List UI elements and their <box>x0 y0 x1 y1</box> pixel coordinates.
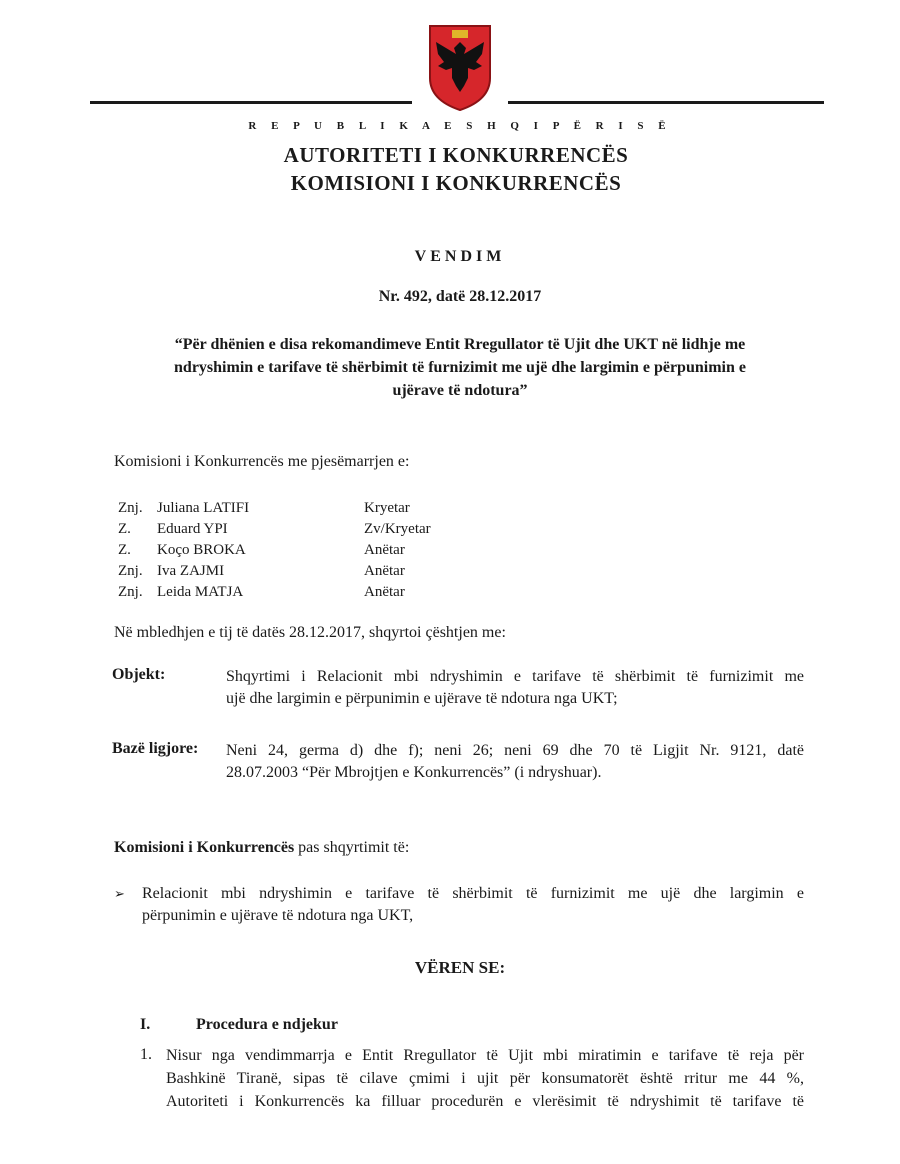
meeting-text: Në mbledhjen e tij të datës 28.12.2017, shqyrtoi çështjen me: <box>114 624 506 641</box>
member-name: Eduard YPI <box>157 521 228 537</box>
subject-line: ujërave të ndotura” <box>392 382 528 399</box>
member-name: Iva ZAJMI <box>157 563 225 579</box>
member-title: Znj. <box>118 563 143 579</box>
intro-text: Komisioni i Konkurrencës me pjesëmarrjen e: <box>114 453 410 470</box>
objekt-line: Shqyrtimi i Relacionit mbi ndryshimin e tarifave të shërbimit të furnizimit me <box>226 668 804 685</box>
item-text <box>166 1044 804 1113</box>
member-row <box>118 582 431 603</box>
subject-line: ndryshimin e tarifave të shërbimit të furnizimit me ujë dhe largimin e përpunimin e <box>174 359 746 376</box>
member-name: Juliana LATIFI <box>157 500 250 516</box>
header-rule-left <box>90 101 412 104</box>
baza-line: 28.07.2003 “Për Mbrojtjen e Konkurrencës” (i ndryshuar). <box>226 764 602 781</box>
member-title: Znj. <box>118 584 143 600</box>
item-line: Bashkinë Tiranë, sipas të cilave çmimi i ujit për konsumatorët është rritur me 44 %, <box>166 1070 804 1087</box>
bullet-line: Relacionit mbi ndryshimin e tarifave të shërbimit të furnizimit me ujë dhe largimin e <box>142 885 804 902</box>
objekt-line: ujë dhe largimin e përpunimin e ujërave të ndotura nga UKT; <box>226 690 618 707</box>
header-rule-right <box>508 101 824 104</box>
member-title: Znj. <box>118 500 143 516</box>
review-bold: Komisioni i Konkurrencës <box>114 839 295 856</box>
member-role: Anëtar <box>364 563 405 579</box>
baza-text <box>226 740 804 784</box>
member-role: Anëtar <box>364 584 405 600</box>
item-number: 1. <box>140 1046 152 1063</box>
member-title: Z. <box>118 521 131 537</box>
member-row <box>118 519 431 540</box>
baza-line: Neni 24, germa d) dhe f); neni 26; neni 69 dhe 70 të Ligjit Nr. 9121, datë <box>226 742 804 759</box>
subject-line: “Për dhënien e disa rekomandimeve Entit Rregullator të Ujit dhe UKT në lidhje me <box>174 336 746 353</box>
members-list <box>118 498 431 603</box>
authority-title: AUTORITETI I KONKURRENCËS <box>283 143 629 167</box>
review-text <box>114 837 409 859</box>
item-line: Autoriteti i Konkurrencës ka filluar procedurën e vlerësimit të ndryshimit të tarifave të <box>166 1093 804 1110</box>
section-title: Procedura e ndjekur <box>196 1016 338 1033</box>
member-row <box>118 561 431 582</box>
baza-label: Bazë ligjore: <box>112 740 199 757</box>
member-name: Leida MATJA <box>157 584 244 600</box>
member-title: Z. <box>118 542 131 558</box>
item-line: Nisur nga vendimmarrja e Entit Rregullator të Ujit mbi miratimin e tarifave të reja për <box>166 1047 804 1064</box>
section-number: I. <box>140 1016 151 1033</box>
objekt-label: Objekt: <box>112 666 166 683</box>
bullet-text <box>142 883 804 927</box>
veren-heading: VËREN SE: <box>414 958 506 977</box>
republic-label: R E P U B L I K A E S H Q I P Ë R I S Ë <box>248 120 672 132</box>
member-role: Kryetar <box>364 500 410 516</box>
decision-subject <box>120 333 800 402</box>
member-row <box>118 540 431 561</box>
member-role: Zv/Kryetar <box>364 521 431 537</box>
member-row <box>118 498 431 519</box>
albania-emblem-icon <box>424 20 496 112</box>
member-name: Koço BROKA <box>157 542 246 558</box>
commission-title: KOMISIONI I KONKURRENCËS <box>290 171 622 195</box>
review-rest: pas shqyrtimit të: <box>294 839 410 856</box>
member-role: Anëtar <box>364 542 405 558</box>
decision-number: Nr. 492, datë 28.12.2017 <box>378 288 542 305</box>
objekt-text <box>226 666 804 710</box>
bullet-line: përpunimin e ujërave të ndotura nga UKT, <box>142 907 414 924</box>
arrow-bullet-icon: ➢ <box>114 886 125 901</box>
decision-heading: VENDIM <box>414 248 506 265</box>
